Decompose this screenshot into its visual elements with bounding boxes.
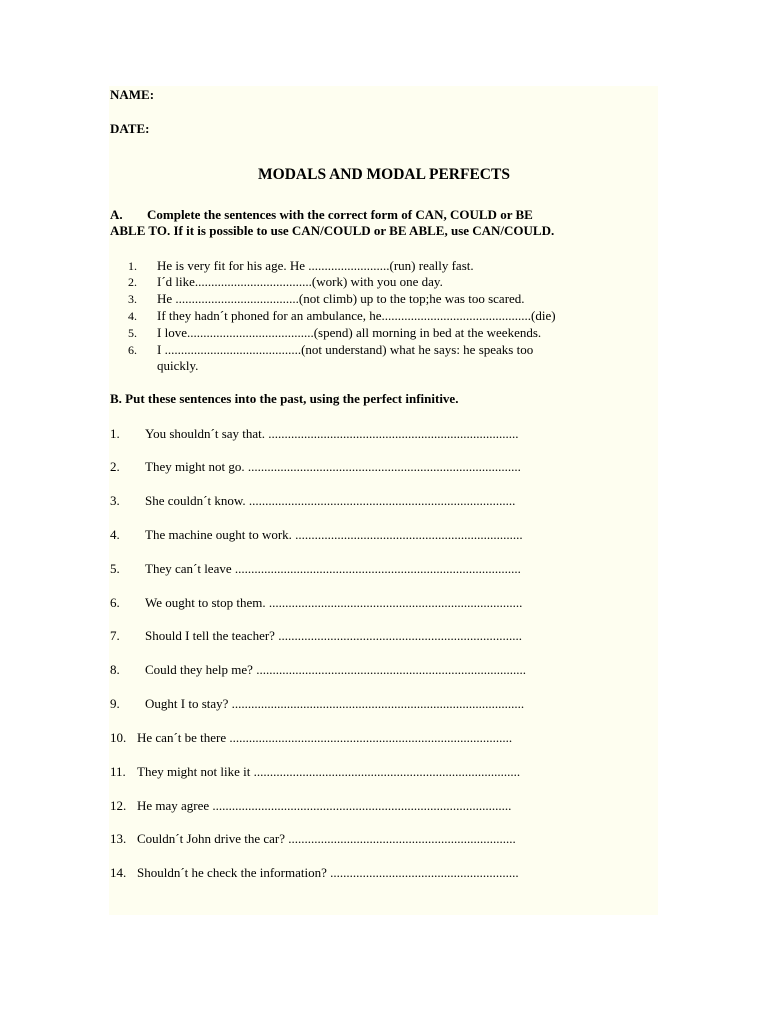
item-text: I love.......................................(spend) all morning in bed at the weekends. [157,325,542,340]
item-text: He is very fit for his age. He .........................(run) really fast. [157,258,474,273]
item-number: 3. [110,493,120,508]
item-number: 5. [110,561,120,576]
item-number: 3. [128,292,137,306]
item-text: He ......................................(not climb) up to the top;he was too scared. [157,291,525,306]
item-number: 9. [110,696,120,711]
item-number: 7. [110,628,120,643]
item-number: 1. [110,426,120,441]
list-item [110,798,511,814]
item-number: 13. [110,831,127,846]
list-item [128,308,556,324]
list-item [128,274,443,290]
item-text: She couldn´t know. .................................................................................. [145,493,516,508]
section-a-letter: A. [110,207,123,222]
list-item [128,325,541,341]
item-text: You shouldn´t say that. ............................................................................. [145,426,519,441]
list-item [110,459,521,475]
item-text: Could they help me? ................................................................................... [145,662,526,677]
list-item [110,628,522,644]
date-label: DATE: [110,121,150,136]
item-text: They might not go. .................................................................................... [145,459,521,474]
list-item [110,696,524,712]
item-number: 2. [128,275,137,289]
item-number: 12. [110,798,127,813]
section-a-instruction-text: Complete the sentences with the correct form of CAN, COULD or BE [147,207,533,222]
list-item [110,426,519,442]
list-item [110,595,522,611]
list-item [110,730,512,746]
item-text: Shouldn´t he check the information? .......................................................... [137,865,519,880]
item-text: We ought to stop them. .............................................................................. [145,595,523,610]
item-number: 6. [110,595,120,610]
item-text: I´d like....................................(work) with you one day. [157,274,443,289]
item-text: They might not like it .................................................................................. [137,764,521,779]
list-item [110,493,515,509]
list-item [110,527,523,543]
page-title: MODALS AND MODAL PERFECTS [258,166,510,183]
section-a-instruction-line1 [110,207,533,223]
list-item [128,258,474,274]
list-item [110,764,520,780]
item-text: He may agree ............................................................................................ [137,798,512,813]
item-number: 5. [128,326,137,340]
item-text: He can´t be there ....................................................................................... [137,730,513,745]
list-item [110,831,516,847]
item-text: The machine ought to work. ...................................................................... [145,527,523,542]
item-text: Ought I to stay? .......................................................................................... [145,696,525,711]
item-number: 8. [110,662,120,677]
item-number: 1. [128,259,137,273]
item-text: Couldn´t John drive the car? ...................................................................... [137,831,516,846]
item-number: 14. [110,865,127,880]
item-text: I ..........................................(not understand) what he says: he speaks too [157,342,534,357]
item-continuation: quickly. [157,358,199,373]
item-number: 10. [110,730,127,745]
item-number: 4. [128,309,137,323]
item-text: Should I tell the teacher? ........................................................................... [145,628,522,643]
list-item [110,662,526,678]
name-label: NAME: [110,87,155,102]
item-text: They can´t leave ........................................................................................ [145,561,521,576]
list-item [128,291,525,307]
item-number: 4. [110,527,120,542]
item-text: If they hadn´t phoned for an ambulance, he..............................................(die) [157,308,556,323]
list-item [110,865,519,881]
section-b-instruction: B. Put these sentences into the past, using the perfect infinitive. [110,391,459,406]
section-a-instruction-line2: ABLE TO. If it is possible to use CAN/COULD or BE ABLE, use CAN/COULD. [110,223,555,238]
item-number: 6. [128,343,137,357]
list-item [128,342,533,358]
item-number: 2. [110,459,120,474]
list-item [110,561,521,577]
item-number: 11. [110,764,126,779]
